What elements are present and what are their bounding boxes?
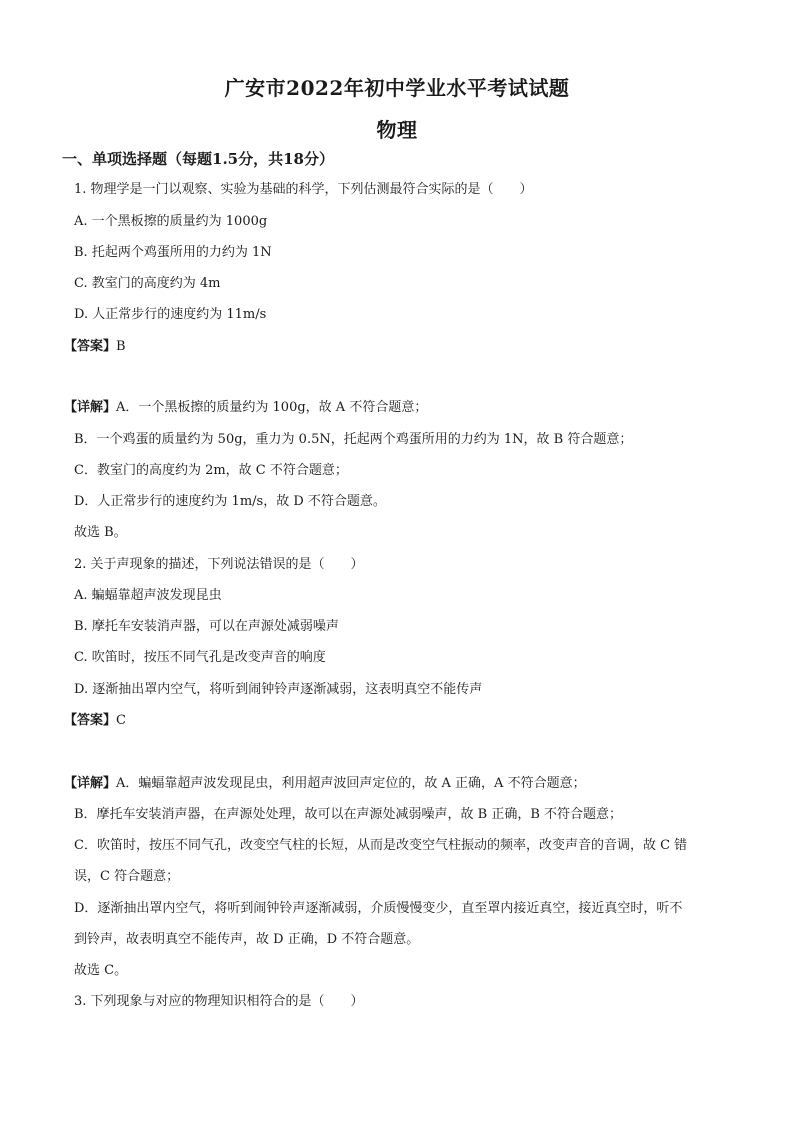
question-1-detail-line-3: C．教室门的高度约为 2m，故 C 不符合题意；: [74, 463, 348, 478]
question-2-detail-line-6: 到铃声，故表明真空不能传声，故 D 正确，D 不符合题意。: [74, 932, 420, 947]
detail-text: A．一个黑板擦的质量约为 100g，故 A 不符合题意；: [116, 400, 428, 415]
question-1-detail-line-4: D．人正常步行的速度约为 1m/s，故 D 不符合题意。: [74, 494, 386, 509]
question-1-stem: 1. 物理学是一门以观察、实验为基础的科学，下列估测最符合实际的是（ ）: [74, 182, 533, 197]
answer-value: B: [116, 339, 126, 354]
question-2-option-d: D. 逐渐抽出罩内空气，将听到闹钟铃声逐渐减弱，这表明真空不能传声: [74, 682, 483, 697]
question-1-detail-line-1: [64, 398, 734, 418]
question-2-detail-line-4: 误，C 符合题意；: [74, 869, 180, 884]
detail-tag: 【详解】: [64, 400, 117, 415]
question-2-detail-line-2: B．摩托车安装消声器，在声源处处理，故可以在声源处减弱噪声，故 B 正确，B 不符合题意；: [74, 807, 623, 822]
question-2-option-b: B. 摩托车安装消声器，可以在声源处减弱噪声: [74, 619, 339, 634]
question-2-stem: 2. 关于声现象的描述，下列说法错误的是（ ）: [74, 557, 364, 572]
question-1-option-a: A. 一个黑板擦的质量约为 1000g: [74, 214, 268, 229]
question-1-detail-line-5: 故选 B。: [74, 525, 127, 540]
question-1-detail-line-2: B．一个鸡蛋的质量约为 50g，重力为 0.5N，托起两个鸡蛋所用的力约为 1N，故 B 符合题意；: [74, 432, 633, 447]
answer-value: C: [116, 713, 126, 728]
section-heading: 一、单项选择题（每题1.5分，共18分）: [62, 150, 334, 168]
question-2-detail-line-7: 故选 C。: [74, 963, 128, 978]
answer-tag: 【答案】: [64, 713, 117, 728]
exam-title: 广安市2022年初中学业水平考试试题: [224, 76, 570, 100]
answer-tag: 【答案】: [64, 339, 117, 354]
question-2-option-a: A. 蝙蝠靠超声波发现昆虫: [74, 588, 222, 603]
question-2-detail-line-5: D．逐渐抽出罩内空气，将听到闹钟铃声逐渐减弱，介质慢慢变少，直至罩内接近真空，接近真空时，听不: [74, 901, 683, 916]
question-3-stem: 3. 下列现象与对应的物理知识相符合的是（ ）: [74, 994, 364, 1009]
question-1-option-c: C. 教室门的高度约为 4m: [74, 276, 221, 291]
detail-tag: 【详解】: [64, 776, 117, 791]
question-2-detail-line-3: C．吹笛时，按压不同气孔，改变空气柱的长短，从而是改变空气柱振动的频率，改变声音的音调，故 C 错: [74, 838, 688, 853]
question-1-option-d: D. 人正常步行的速度约为 11m/s: [74, 307, 267, 322]
detail-text: A．蝙蝠靠超声波发现昆虫，利用超声波回声定位的，故 A 正确，A 不符合题意；: [116, 776, 586, 791]
question-1-answer: [64, 337, 734, 357]
subject-title: 物理: [376, 118, 418, 142]
question-2-answer: [64, 711, 734, 731]
question-2-detail-line-1: [64, 774, 734, 794]
question-2-option-c: C. 吹笛时，按压不同气孔是改变声音的响度: [74, 650, 326, 665]
question-1-option-b: B. 托起两个鸡蛋所用的力约为 1N: [74, 245, 272, 260]
